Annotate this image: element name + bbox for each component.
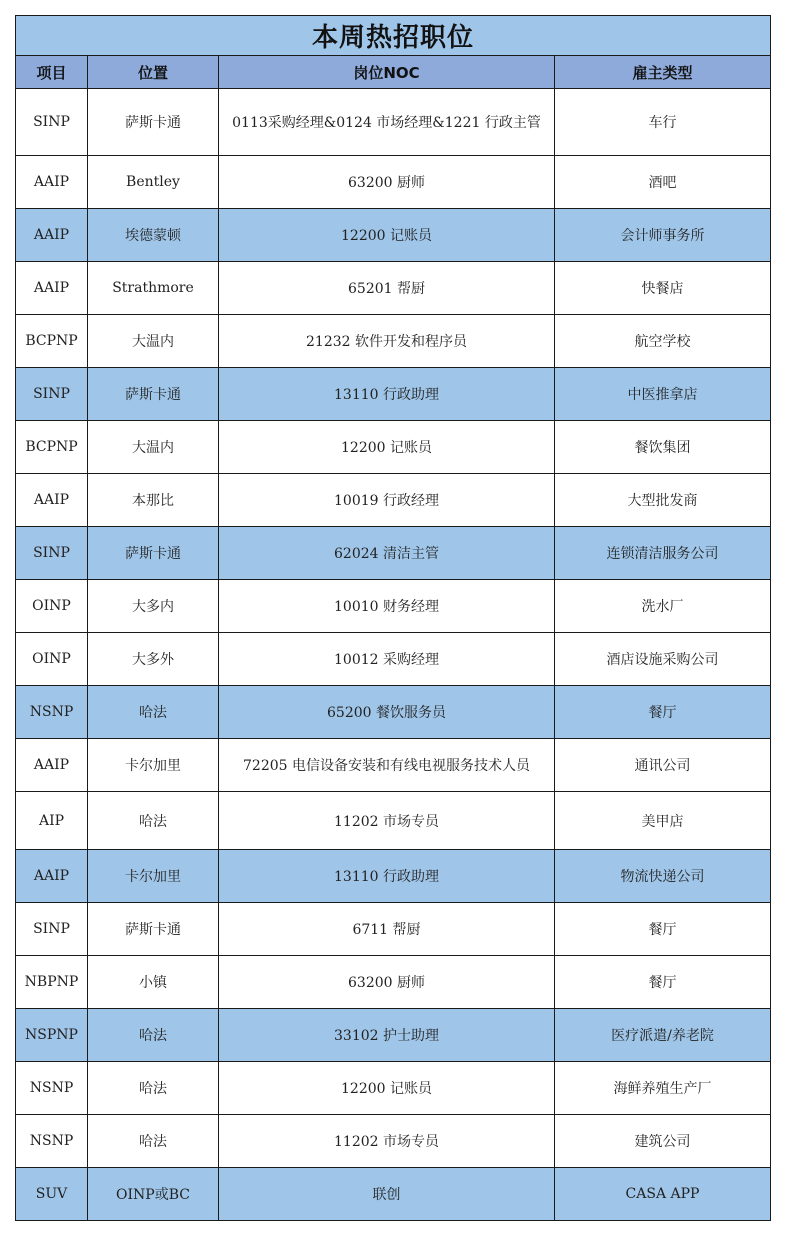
cell-employer: 快餐店 <box>555 262 771 315</box>
cell-noc: 联创 <box>219 1168 555 1221</box>
cell-program: AAIP <box>16 209 88 262</box>
cell-program: NSPNP <box>16 1009 88 1062</box>
column-header-location: 位置 <box>88 56 219 89</box>
cell-program: SINP <box>16 368 88 421</box>
cell-program: NSNP <box>16 686 88 739</box>
cell-location: 萨斯卡通 <box>88 527 219 580</box>
table-title: 本周热招职位 <box>16 16 771 56</box>
cell-employer: 酒店设施采购公司 <box>555 633 771 686</box>
cell-employer: CASA APP <box>555 1168 771 1221</box>
cell-program: BCPNP <box>16 421 88 474</box>
cell-location: 萨斯卡通 <box>88 89 219 156</box>
table-row <box>16 89 771 156</box>
cell-employer: 医疗派遣/养老院 <box>555 1009 771 1062</box>
cell-employer: 连锁清洁服务公司 <box>555 527 771 580</box>
cell-noc: 65200 餐饮服务员 <box>219 686 555 739</box>
cell-employer: 餐厅 <box>555 956 771 1009</box>
cell-noc: 12200 记账员 <box>219 421 555 474</box>
column-header-employer: 雇主类型 <box>555 56 771 89</box>
cell-program: AAIP <box>16 262 88 315</box>
cell-location: Strathmore <box>88 262 219 315</box>
hot-jobs-table <box>15 15 771 1221</box>
cell-employer: 美甲店 <box>555 792 771 850</box>
cell-employer: 中医推拿店 <box>555 368 771 421</box>
cell-employer: 餐饮集团 <box>555 421 771 474</box>
table-row <box>16 580 771 633</box>
cell-employer: 大型批发商 <box>555 474 771 527</box>
table-row <box>16 1062 771 1115</box>
cell-program: NSNP <box>16 1062 88 1115</box>
cell-program: SINP <box>16 527 88 580</box>
table-row <box>16 156 771 209</box>
table-row <box>16 421 771 474</box>
cell-location: 大多内 <box>88 580 219 633</box>
table-body <box>16 89 771 1221</box>
cell-noc: 65201 帮厨 <box>219 262 555 315</box>
table-row <box>16 1115 771 1168</box>
cell-employer: 车行 <box>555 89 771 156</box>
cell-location: 本那比 <box>88 474 219 527</box>
cell-program: BCPNP <box>16 315 88 368</box>
cell-location: 哈法 <box>88 686 219 739</box>
cell-location: Bentley <box>88 156 219 209</box>
table-row <box>16 686 771 739</box>
cell-program: AAIP <box>16 739 88 792</box>
cell-location: 卡尔加里 <box>88 850 219 903</box>
cell-noc: 12200 记账员 <box>219 209 555 262</box>
cell-employer: 餐厅 <box>555 903 771 956</box>
cell-program: AAIP <box>16 156 88 209</box>
cell-location: 大温内 <box>88 421 219 474</box>
cell-noc: 6711 帮厨 <box>219 903 555 956</box>
cell-program: OINP <box>16 633 88 686</box>
cell-noc: 33102 护士助理 <box>219 1009 555 1062</box>
cell-noc: 21232 软件开发和程序员 <box>219 315 555 368</box>
table-row <box>16 262 771 315</box>
cell-noc: 63200 厨师 <box>219 156 555 209</box>
header-row <box>16 56 771 89</box>
cell-employer: 会计师事务所 <box>555 209 771 262</box>
cell-employer: 航空学校 <box>555 315 771 368</box>
cell-noc: 63200 厨师 <box>219 956 555 1009</box>
cell-location: 萨斯卡通 <box>88 368 219 421</box>
cell-noc: 13110 行政助理 <box>219 368 555 421</box>
cell-noc: 62024 清洁主管 <box>219 527 555 580</box>
cell-program: SINP <box>16 903 88 956</box>
table-row <box>16 903 771 956</box>
table-row <box>16 1009 771 1062</box>
cell-location: 小镇 <box>88 956 219 1009</box>
cell-location: 埃德蒙顿 <box>88 209 219 262</box>
column-header-program: 项目 <box>16 56 88 89</box>
table-row <box>16 792 771 850</box>
cell-program: SINP <box>16 89 88 156</box>
table-row <box>16 1168 771 1221</box>
table-row <box>16 956 771 1009</box>
table-row <box>16 633 771 686</box>
table-row <box>16 527 771 580</box>
cell-location: 哈法 <box>88 1115 219 1168</box>
cell-noc: 10012 采购经理 <box>219 633 555 686</box>
cell-program: AAIP <box>16 850 88 903</box>
cell-noc: 72205 电信设备安装和有线电视服务技术人员 <box>219 739 555 792</box>
cell-program: SUV <box>16 1168 88 1221</box>
table-row <box>16 474 771 527</box>
table-row <box>16 739 771 792</box>
cell-noc: 12200 记账员 <box>219 1062 555 1115</box>
cell-employer: 物流快递公司 <box>555 850 771 903</box>
cell-noc: 0113采购经理&0124 市场经理&1221 行政主管 <box>219 89 555 156</box>
column-header-noc: 岗位NOC <box>219 56 555 89</box>
cell-noc: 11202 市场专员 <box>219 792 555 850</box>
cell-employer: 酒吧 <box>555 156 771 209</box>
cell-employer: 餐厅 <box>555 686 771 739</box>
cell-location: 萨斯卡通 <box>88 903 219 956</box>
cell-employer: 洗水厂 <box>555 580 771 633</box>
cell-employer: 建筑公司 <box>555 1115 771 1168</box>
cell-noc: 10010 财务经理 <box>219 580 555 633</box>
table-row <box>16 315 771 368</box>
cell-program: NSNP <box>16 1115 88 1168</box>
cell-employer: 海鲜养殖生产厂 <box>555 1062 771 1115</box>
cell-noc: 10019 行政经理 <box>219 474 555 527</box>
table-row <box>16 368 771 421</box>
cell-location: 哈法 <box>88 1009 219 1062</box>
cell-employer: 通讯公司 <box>555 739 771 792</box>
cell-location: 大温内 <box>88 315 219 368</box>
cell-program: AIP <box>16 792 88 850</box>
cell-location: OINP或BC <box>88 1168 219 1221</box>
title-row <box>16 16 771 56</box>
cell-location: 哈法 <box>88 1062 219 1115</box>
cell-location: 大多外 <box>88 633 219 686</box>
job-table-sheet <box>15 15 770 1221</box>
cell-program: NBPNP <box>16 956 88 1009</box>
cell-location: 哈法 <box>88 792 219 850</box>
cell-noc: 13110 行政助理 <box>219 850 555 903</box>
table-row <box>16 850 771 903</box>
cell-program: AAIP <box>16 474 88 527</box>
table-row <box>16 209 771 262</box>
cell-program: OINP <box>16 580 88 633</box>
cell-location: 卡尔加里 <box>88 739 219 792</box>
cell-noc: 11202 市场专员 <box>219 1115 555 1168</box>
